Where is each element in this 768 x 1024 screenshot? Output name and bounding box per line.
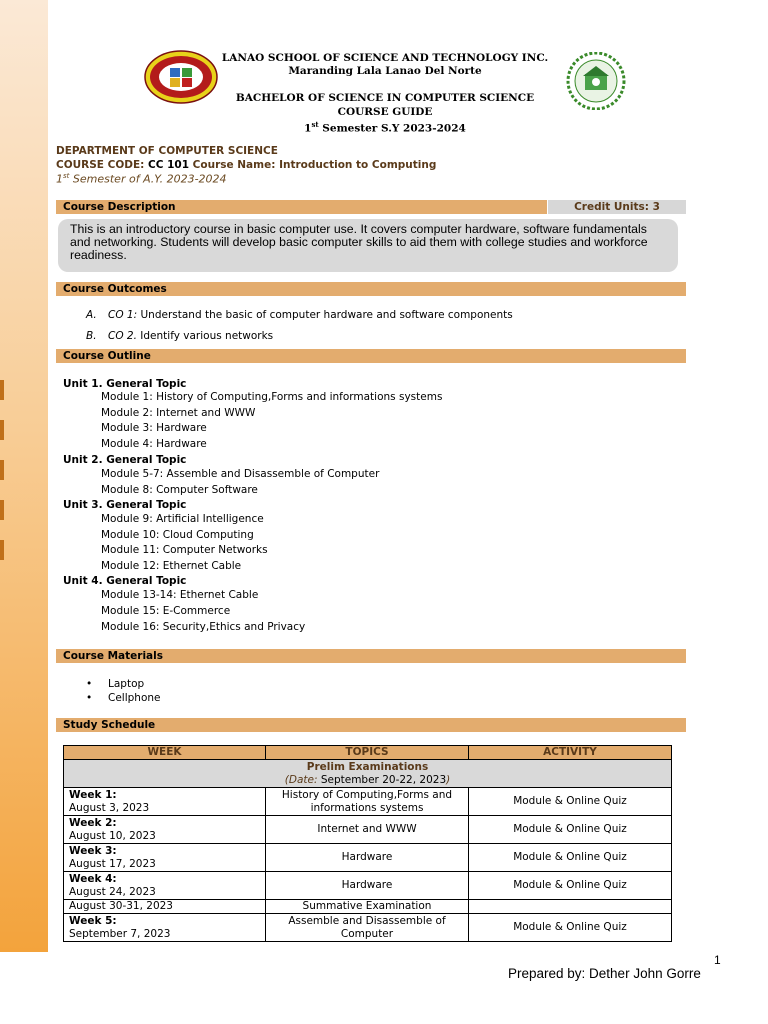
module-item: Module 2: Internet and WWW bbox=[101, 407, 256, 419]
course-semester: 1st Semester of A.Y. 2023-2024 bbox=[56, 172, 227, 186]
module-item: Module 3: Hardware bbox=[101, 422, 207, 434]
table-row: Week 1: August 3, 2023 History of Computing,Forms and informations systems Module & Online Quiz bbox=[64, 788, 672, 816]
course-materials-heading: Course Materials bbox=[56, 649, 686, 663]
module-item: Module 1: History of Computing,Forms and informations systems bbox=[101, 391, 443, 403]
column-header: WEEK bbox=[64, 746, 266, 760]
module-item: Module 13-14: Ethernet Cable bbox=[101, 589, 259, 601]
document-title: COURSE GUIDE bbox=[337, 106, 433, 118]
table-header-row bbox=[64, 746, 672, 760]
credit-units: Credit Units: 3 bbox=[548, 200, 686, 214]
semester-heading: 1st Semester S.Y 2023-2024 bbox=[304, 120, 466, 135]
module-item: Module 16: Security,Ethics and Privacy bbox=[101, 621, 306, 633]
module-item: Module 10: Cloud Computing bbox=[101, 529, 254, 541]
course-outline-heading: Course Outline bbox=[56, 349, 686, 363]
unit-title: Unit 2. General Topic bbox=[63, 454, 187, 466]
unit-title: Unit 4. General Topic bbox=[63, 575, 187, 587]
school-name: LANAO SCHOOL OF SCIENCE AND TECHNOLOGY INC. bbox=[221, 52, 549, 64]
module-item: Module 11: Computer Networks bbox=[101, 544, 268, 556]
module-item: Module 15: E-Commerce bbox=[101, 605, 231, 617]
exam-cell: Prelim Examinations (Date: September 20-22, 2023) bbox=[64, 760, 672, 788]
course-code-line: COURSE CODE: CC 101 Course Name: Introduction to Computing bbox=[56, 159, 437, 171]
sidebar-mark bbox=[0, 380, 4, 580]
bullet-icon: • bbox=[86, 692, 93, 704]
column-header: ACTIVITY bbox=[469, 746, 672, 760]
course-description-heading: Course Description bbox=[56, 200, 547, 214]
school-seal-logo bbox=[144, 50, 218, 104]
material-item: • Laptop bbox=[86, 678, 145, 690]
column-header: TOPICS bbox=[266, 746, 469, 760]
module-item: Module 4: Hardware bbox=[101, 438, 207, 450]
table-row: Week 4: August 24, 2023 Hardware Module & Online Quiz bbox=[64, 872, 672, 900]
decorative-sidebar bbox=[0, 0, 48, 952]
table-row: Week 2: August 10, 2023 Internet and WWW Module & Online Quiz bbox=[64, 816, 672, 844]
module-item: Module 8: Computer Software bbox=[101, 484, 258, 496]
table-row: Week 3: August 17, 2023 Hardware Module & Online Quiz bbox=[64, 844, 672, 872]
bullet-icon: • bbox=[86, 678, 93, 690]
course-description-text: This is an introductory course in basic computer use. It covers computer hardware, software fundamentals and networking. Students will develop basic computer skills to aid them with college studies and workforce readiness. bbox=[58, 219, 678, 272]
department-name: DEPARTMENT OF COMPUTER SCIENCE bbox=[56, 145, 278, 157]
material-item: • Cellphone bbox=[86, 692, 161, 704]
page-number: 1 bbox=[714, 953, 721, 967]
unit-title: Unit 3. General Topic bbox=[63, 499, 187, 511]
unit-title: Unit 1. General Topic bbox=[63, 378, 187, 390]
prepared-by: Prepared by: Dether John Gorre bbox=[508, 966, 701, 981]
module-item: Module 5-7: Assemble and Disassemble of Computer bbox=[101, 468, 380, 480]
outcome-item: B. CO 2. Identify various networks bbox=[86, 330, 274, 342]
study-schedule-heading: Study Schedule bbox=[56, 718, 686, 732]
study-schedule-table bbox=[63, 745, 672, 942]
table-row: August 30-31, 2023 Summative Examination bbox=[64, 900, 672, 914]
module-item: Module 12: Ethernet Cable bbox=[101, 560, 242, 572]
module-item: Module 9: Artificial Intelligence bbox=[101, 513, 264, 525]
school-address: Maranding Lala Lanao Del Norte bbox=[288, 65, 482, 77]
course-outcomes-heading: Course Outcomes bbox=[56, 282, 686, 296]
exam-row bbox=[64, 760, 672, 788]
program-title: BACHELOR OF SCIENCE IN COMPUTER SCIENCE bbox=[235, 92, 535, 104]
table-row: Week 5: September 7, 2023 Assemble and Disassemble of Computer Module & Online Quiz bbox=[64, 914, 672, 942]
institution-seal-logo bbox=[563, 52, 629, 110]
outcome-item: A. CO 1: Understand the basic of computer hardware and software components bbox=[86, 309, 513, 321]
